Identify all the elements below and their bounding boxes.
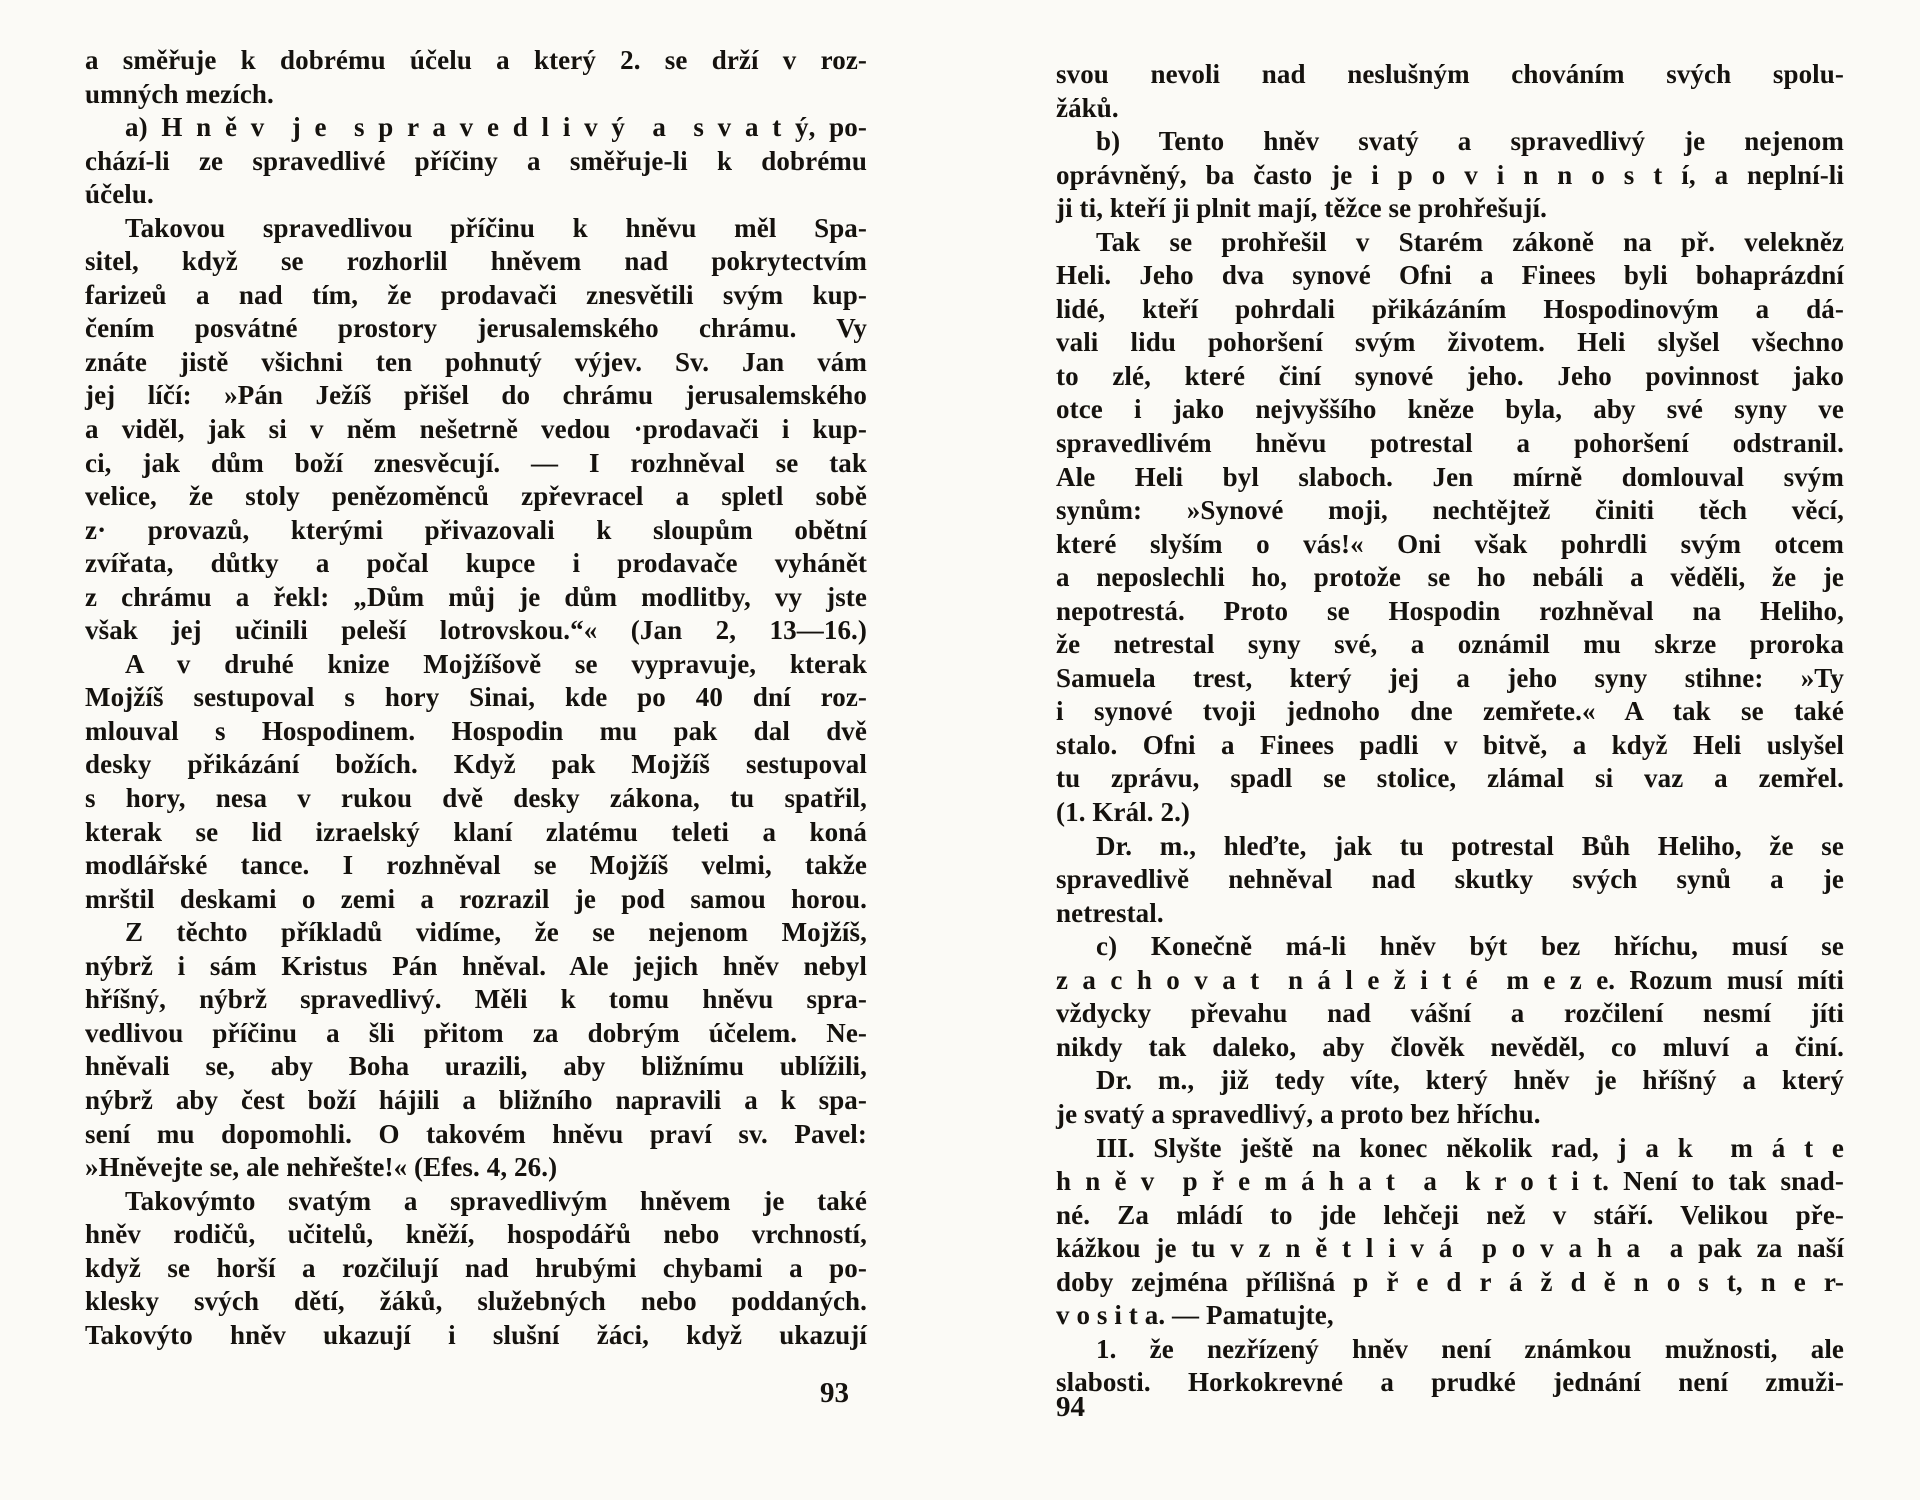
text-line: a viděl, jak si v něm nešetrně vedou ·prodavači i kup- bbox=[85, 414, 867, 445]
text-line: spravedlivém hněvu potrestal a pohoršení odstranil. bbox=[1056, 428, 1844, 459]
text-line: né. Za mládí to jde lehčeji než v stáří. Velikou pře- bbox=[1056, 1199, 1844, 1230]
text-line: že netrestal syny své, a oznámil mu skrze proroka bbox=[1056, 629, 1844, 660]
right-page-text-column bbox=[1056, 58, 1844, 1400]
text-line: doby zejména přílišná p ř e d r á ž d ě n o s t, n e r- bbox=[1056, 1266, 1844, 1297]
text-line: slabosti. Horkokrevné a prudké jednání není zmuži- bbox=[1056, 1367, 1844, 1398]
text-line: nepotrestá. Proto se Hospodin rozhněval na Heliho, bbox=[1056, 595, 1844, 626]
text-line: h n ě v p ř e m á h a t a k r o t i t. Není to tak snad- bbox=[1056, 1166, 1844, 1197]
text-line: sení mu dopomohli. O takovém hněvu praví sv. Pavel: bbox=[85, 1118, 867, 1149]
text-line: zvířata, důtky a počal kupce i prodavače vyhánět bbox=[85, 548, 867, 579]
text-line: čením posvátné prostory jerusalemského chrámu. Vy bbox=[85, 313, 867, 344]
text-line: desky přikázání božích. Když pak Mojžíš sestupoval bbox=[85, 749, 867, 780]
text-line: Z těchto příkladů vidíme, že se nejenom Mojžíš, bbox=[125, 917, 867, 948]
text-line: spravedlivě nehněval nad skutky svých synů a je bbox=[1056, 864, 1844, 895]
text-line: Dr. m., již tedy víte, který hněv je hříšný a který bbox=[1096, 1065, 1844, 1096]
text-line: a) H n ě v j e s p r a v e d l i v ý a s v a t ý, po- bbox=[125, 112, 867, 143]
text-line: vali lidu pohoršení svým životem. Heli slyšel všechno bbox=[1056, 327, 1844, 358]
text-line: vždycky převahu nad vášní a rozčilení nesmí jíti bbox=[1056, 998, 1844, 1029]
text-line: nýbrž aby čest boží hájili a bližního napravili a k spa- bbox=[85, 1084, 867, 1115]
text-line: Mojžíš sestupoval s hory Sinai, kde po 40 dní roz- bbox=[85, 682, 867, 713]
text-line: III. Slyšte ještě na konec několik rad, j a k m á t e bbox=[1096, 1132, 1844, 1163]
text-line: však jej učinili peleší lotrovskou.“« (Jan 2, 13—16.) bbox=[85, 615, 867, 646]
text-line: nýbrž i sám Kristus Pán hněval. Ale jejich hněv nebyl bbox=[85, 950, 867, 981]
text-line: znáte jistě všichni ten pohnutý výjev. Sv. Jan vám bbox=[85, 346, 867, 377]
left-page bbox=[85, 44, 867, 1352]
text-line: Takovýto hněv ukazují i slušní žáci, když ukazují bbox=[85, 1319, 867, 1350]
text-line: Takovou spravedlivou příčinu k hněvu měl Spa- bbox=[125, 212, 867, 243]
text-line: mrštil deskami o zemi a rozrazil je pod samou horou. bbox=[85, 883, 867, 914]
text-line: klesky svých dětí, žáků, služebných nebo poddaných. bbox=[85, 1286, 867, 1317]
text-line: umných mezích. bbox=[85, 78, 274, 109]
text-line: Heli. Jeho dva synové Ofni a Finees byli bohaprázdní bbox=[1056, 260, 1844, 291]
text-line: hněv rodičů, učitelů, kněží, hospodářů nebo vrchností, bbox=[85, 1219, 867, 1250]
text-line: oprávněný, ba často je i p o v i n n o s t í, a neplní-li bbox=[1056, 159, 1844, 190]
text-line: a neposlechli ho, protože se ho nebáli a věděli, že je bbox=[1056, 562, 1844, 593]
text-line: lidé, kteří pohrdali přikázáním Hospodinovým a dá- bbox=[1056, 293, 1844, 324]
text-line: kážkou je tu v z n ě t l i v á p o v a h a a pak za naší bbox=[1056, 1233, 1844, 1264]
text-line: to zlé, které činí synové jeho. Jeho povinnost jako bbox=[1056, 360, 1844, 391]
text-line: netrestal. bbox=[1056, 897, 1164, 928]
text-line: mlouval s Hospodinem. Hospodin mu pak dal dvě bbox=[85, 715, 867, 746]
text-line: c) Konečně má-li hněv být bez hříchu, musí se bbox=[1096, 931, 1844, 962]
text-line: kterak se lid izraelský klaní zlatému teleti a koná bbox=[85, 816, 867, 847]
text-line: žáků. bbox=[1056, 92, 1119, 123]
text-line: účelu. bbox=[85, 179, 154, 210]
text-line: Takovýmto svatým a spravedlivým hněvem je také bbox=[125, 1185, 867, 1216]
left-page-number: 93 bbox=[820, 1377, 849, 1409]
text-line: tu zprávu, spadl se stolice, zlámal si vaz a zemřel. bbox=[1056, 763, 1844, 794]
text-line: nikdy tak daleko, aby člověk nevěděl, co mluví a činí. bbox=[1056, 1031, 1844, 1062]
text-line: i synové tvoji jednoho dne zemřete.« A tak se také bbox=[1056, 696, 1844, 727]
text-line: Tak se prohřešil v Starém zákoně na př. velekněz bbox=[1096, 226, 1844, 257]
text-line: (1. Král. 2.) bbox=[1056, 797, 1191, 828]
text-line: z chrámu a řekl: „Dům můj je dům modlitby, vy jste bbox=[85, 581, 867, 612]
text-line: v o s i t a. — Pamatujte, bbox=[1056, 1300, 1334, 1331]
text-line: když se horší a rozčilují nad hrubými chybami a po- bbox=[85, 1252, 867, 1283]
text-line: vedlivou příčinu a šli přitom za dobrým účelem. Ne- bbox=[85, 1017, 867, 1048]
text-line: hříšný, nýbrž spravedlivý. Měli k tomu hněvu spra- bbox=[85, 984, 867, 1015]
text-line: b) Tento hněv svatý a spravedlivý je nejenom bbox=[1096, 126, 1844, 157]
text-line: velice, že stoly penězoměnců zpřevracel a spletl sobě bbox=[85, 481, 867, 512]
text-line: Dr. m., hleďte, jak tu potrestal Bůh Heliho, že se bbox=[1096, 830, 1844, 861]
text-line: chází-li ze spravedlivé příčiny a směřuje-li k dobrému bbox=[85, 145, 867, 176]
text-line: stalo. Ofni a Finees padli v bitvě, a když Heli uslyšel bbox=[1056, 729, 1844, 760]
text-line: modlářské tance. I rozhněval se Mojžíš velmi, takže bbox=[85, 850, 867, 881]
text-line: sitel, když se rozhorlil hněvem nad pokrytectvím bbox=[85, 246, 867, 277]
text-line: Samuela trest, který jej a jeho syny stihne: »Ty bbox=[1056, 662, 1844, 693]
text-line: s hory, nesa v rukou dvě desky zákona, tu spatřil, bbox=[85, 783, 867, 814]
text-line: »Hněvejte se, ale nehřešte!« (Efes. 4, 26.) bbox=[85, 1152, 558, 1183]
text-line: farizeů a nad tím, že prodavači znesvětili svým kup- bbox=[85, 279, 867, 310]
text-line: hněvali se, aby Boha urazili, aby bližnímu ublížili, bbox=[85, 1051, 867, 1082]
text-line: z· provazů, kterými přivazovali k sloupům obětní bbox=[85, 514, 867, 545]
text-line: otce i jako nejvyššího kněze byla, aby své syny ve bbox=[1056, 394, 1844, 425]
text-line: z a c h o v a t n á l e ž i t é m e z e. Rozum musí míti bbox=[1056, 964, 1844, 995]
right-page-number: 94 bbox=[1056, 1391, 1085, 1423]
text-line: je svatý a spravedlivý, a proto bez hříchu. bbox=[1056, 1098, 1541, 1129]
text-line: ji ti, kteří ji plnit mají, těžce se prohřešují. bbox=[1056, 193, 1547, 224]
right-page bbox=[1056, 58, 1844, 1400]
text-line: jej líčí: »Pán Ježíš přišel do chrámu jerusalemského bbox=[85, 380, 867, 411]
text-line: synům: »Synové moji, nechtějtež činiti těch věcí, bbox=[1056, 495, 1844, 526]
text-line: které slyším o vás!« Oni však pohrdli svým otcem bbox=[1056, 528, 1844, 559]
left-page-text-column bbox=[85, 44, 867, 1352]
text-line: ci, jak dům boží znesvěcují. — I rozhněval se tak bbox=[85, 447, 867, 478]
text-line: a směřuje k dobrému účelu a který 2. se drží v roz- bbox=[85, 45, 867, 75]
text-line: A v druhé knize Mojžíšově se vypravuje, kterak bbox=[125, 648, 867, 679]
text-line: svou nevoli nad neslušným chováním svých spolu- bbox=[1056, 59, 1844, 89]
text-line: Ale Heli byl slaboch. Jen mírně domlouval svým bbox=[1056, 461, 1844, 492]
text-line: 1. že nezřízený hněv není známkou mužnosti, ale bbox=[1096, 1333, 1844, 1364]
